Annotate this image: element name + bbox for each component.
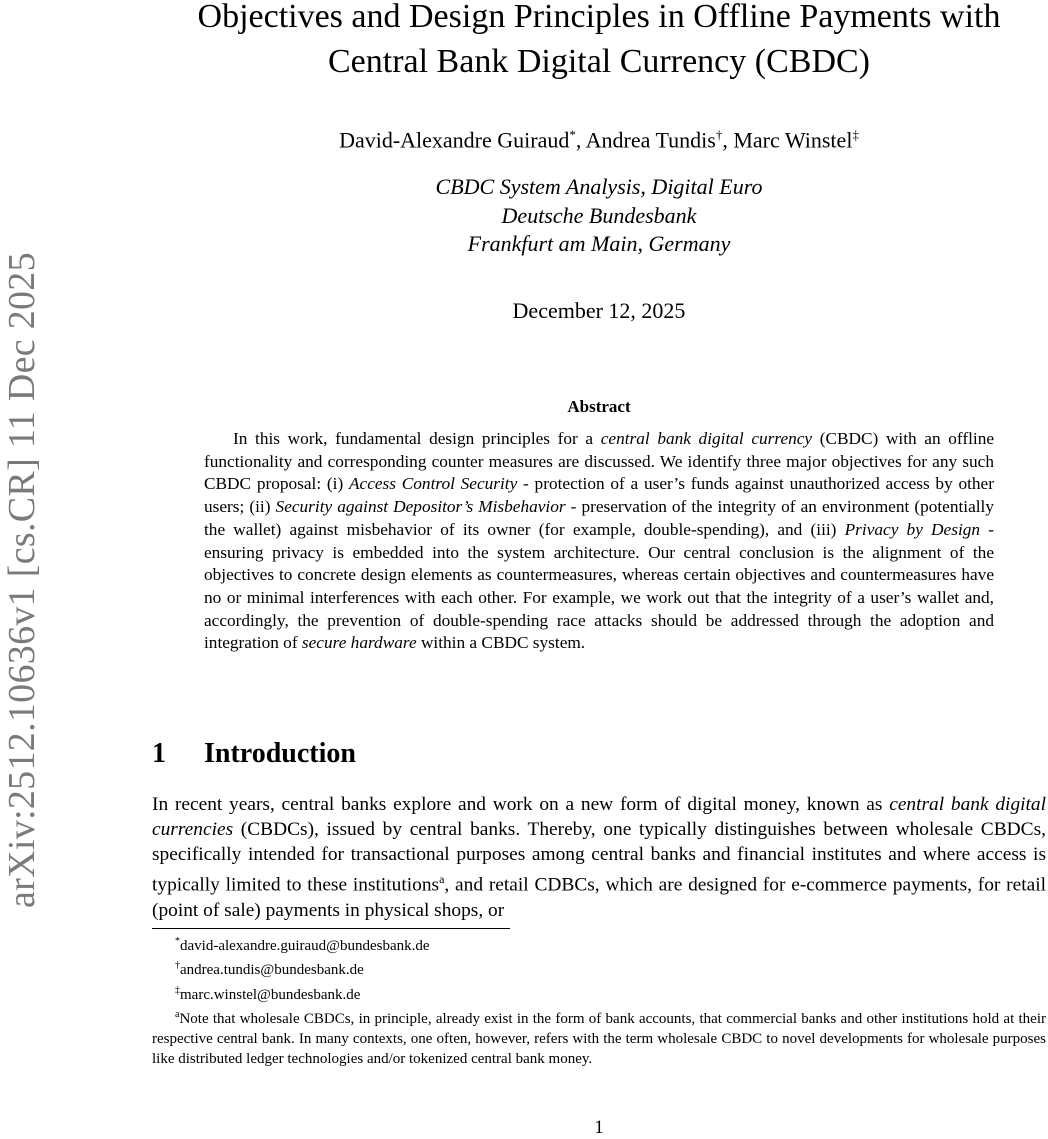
abstract-emphasis: secure hardware [301,633,417,653]
abstract-emphasis: Access Control Security [348,474,518,494]
footnote-text: marc.winstel@bundesbank.de [180,986,361,1003]
abstract-emphasis: central bank digital currency [600,429,813,448]
footnote-mark: * [175,936,180,947]
abstract-emphasis: Privacy by Design [844,519,981,539]
arxiv-identifier-stamp [2,180,42,910]
author-name: David-Alexandre Guiraud [339,127,570,153]
author-name: Andrea Tundis [585,127,716,153]
footnote-reference: a [439,872,445,887]
abstract-text: - ensuring privacy is embedded into the system architecture. Our central conclusion is the alignment of the objectives to concrete design elements as countermeasures, whereas certain objectives and countermeasures have no or minimal interferences with each other. For example, we work out that the integrity of a user’s wallet and, accordingly, the prevention of double-spending race attacks should be addressed through the adoption and integration of [204,519,994,653]
publication-date: December 12, 2025 [512,298,686,323]
footnote-item [152,932,1046,956]
footnote-text: andrea.tundis@bundesbank.de [180,962,364,979]
introduction-paragraph [152,793,1046,923]
affiliation-line-3: Frankfurt am Main, Germany [467,231,731,256]
footnote-divider [152,928,510,929]
affiliation-block [150,173,1048,259]
section-number: 1 [152,738,166,769]
abstract-text: (CBDC) with an offline functionality and corresponding counter measures are discussed. We identify three major objectives for any such CBDC proposal: (i) [204,429,995,494]
intro-text: In recent years, central banks explore and work on a new form of digital money, known as [152,794,890,815]
footnotes-block [152,932,1046,1070]
section-title: Introduction [204,738,356,769]
abstract-text: - protection of a user’s funds against unauthorized access by other users; (ii) [204,474,994,517]
intro-text: (CBDCs), issued by central banks. Thereby, one typically distinguishes between wholesale CBDCs, specifically intended for transactional purposes among central banks and financial institutes and where access is typically limited to these institutions [152,818,1046,896]
intro-emphasis: central bank digital currencies [152,794,1046,840]
author-footnote-mark: † [715,127,723,142]
footnote-item [152,956,1046,980]
affiliation-line-1: CBDC System Analysis, Digital Euro [435,174,763,199]
footnote-mark: ‡ [175,984,180,996]
abstract-body [204,428,994,655]
author-name: Marc Winstel [733,127,853,153]
section-heading-introduction [152,737,356,771]
abstract-heading: Abstract [567,397,631,416]
footnote-mark: † [175,960,180,972]
author-footnote-mark: * [569,127,576,142]
page-number: 1 [594,1117,604,1138]
author-footnote-mark: ‡ [852,127,859,142]
footnote-mark: a [175,1008,180,1020]
author-list: David-Alexandre Guiraud*, Andrea Tundis†, Marc Winstel‡ [339,127,859,153]
paper-title [150,0,1048,84]
paper-title-line-2: Central Bank Digital Currency (CBDC) [327,43,870,80]
footnote-item [152,981,1046,1005]
abstract-text: In this work, fundamental design principles for a [233,429,601,448]
footnote-text: david-alexandre.guiraud@bundesbank.de [180,938,430,954]
footnote-item [152,1005,1046,1070]
paper-title-line-1: Objectives and Design Principles in Offline Payments with [197,0,1001,35]
abstract-text: - preservation of the integrity of an environment (potentially the wallet) against misbehavior of its owner (for example, double-spending), and (iii) [204,497,995,539]
intro-text: , and retail CDBCs, which are designed for e-commerce payments, for retail (point of sale) payments in physical shops, or [152,874,1046,921]
abstract-text: within a CBDC system. [416,633,586,653]
footnote-text: Note that wholesale CBDCs, in principle, already exist in the form of bank accounts, that commercial banks and other institutions hold at their respective central bank. In many contexts, one often, however, refers with the term wholesale CBDC to novel developments for wholesale purposes like distributed ledger technologies and/or tokenized central bank money. [152,1010,1046,1068]
affiliation-line-2: Deutsche Bundesbank [501,202,697,228]
arxiv-identifier-text: arXiv:2512.10636v1 [cs.CR] 11 Dec 2025 [1,252,43,908]
abstract-emphasis: Security against Depositor’s Misbehavior [275,497,566,517]
